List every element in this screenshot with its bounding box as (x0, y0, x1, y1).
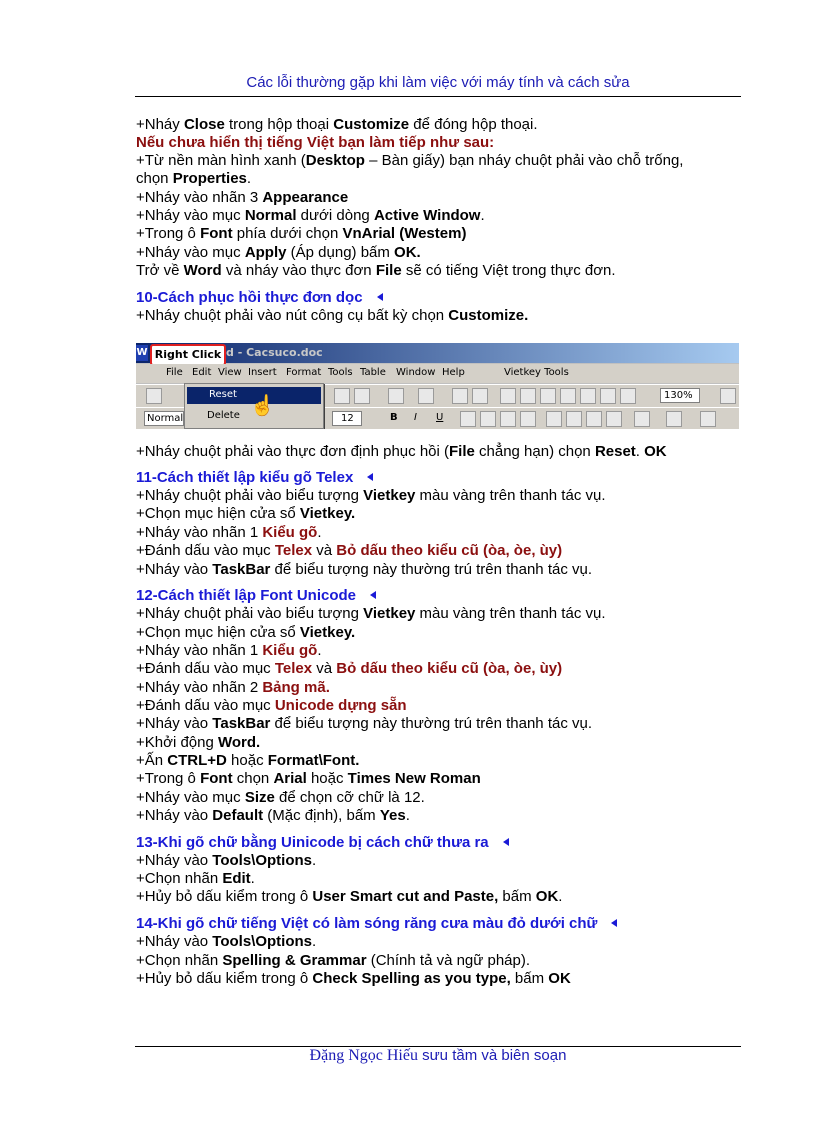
s11-line-5: +Nháy vào TaskBar để biểu tượng này thường trú trên thanh tác vụ. (136, 561, 593, 578)
intro-line-4: chọn Properties. (136, 170, 252, 187)
highlight-icon[interactable] (666, 411, 682, 427)
hyperlink-icon[interactable] (452, 388, 468, 404)
web-icon[interactable] (472, 388, 488, 404)
s12-line-5: +Nháy vào nhãn 2 Bảng mã. (136, 679, 330, 696)
s13-line-2: +Chọn nhãn Edit. (136, 870, 255, 887)
menu-view[interactable]: View (218, 367, 242, 378)
menu-bar[interactable] (136, 364, 739, 383)
undo-icon[interactable] (388, 388, 404, 404)
menu-help[interactable]: Help (442, 367, 465, 378)
section-12-heading: 12-Cách thiết lập Font Unicode (136, 587, 376, 605)
s11-line-4: +Đánh dấu vào mục Telex và Bỏ dấu theo kiểu cũ (òa, òe, ùy) (136, 542, 563, 559)
excel-icon[interactable] (540, 388, 556, 404)
zoom-box[interactable]: 130% (660, 388, 700, 403)
intro-line-9: Trở về Word và nháy vào thực đơn File sẽ có tiếng Việt trong thực đơn. (136, 262, 616, 279)
border-icon[interactable] (634, 411, 650, 427)
menu-file[interactable]: File (166, 367, 183, 378)
s12-line-7: +Nháy vào TaskBar để biểu tượng này thường trú trên thanh tác vụ. (136, 715, 593, 732)
s11-line-1: +Nháy chuột phải vào biểu tượng Vietkey màu vàng trên thanh tác vụ. (136, 487, 606, 504)
document-map-icon[interactable] (600, 388, 616, 404)
s14-line-1: +Nháy vào Tools\Options. (136, 933, 317, 950)
columns-icon[interactable] (560, 388, 576, 404)
s14-line-2: +Chọn nhãn Spelling & Grammar (Chính tả và ngữ pháp). (136, 952, 531, 969)
s13-line-1: +Nháy vào Tools\Options. (136, 852, 317, 869)
s12-line-4: +Đánh dấu vào mục Telex và Bỏ dấu theo kiểu cũ (òa, òe, ùy) (136, 660, 563, 677)
italic-button[interactable]: I (414, 412, 417, 423)
s12-line-10: +Trong ô Font chọn Arial hoặc Times New Roman (136, 770, 481, 787)
s12-line-2: +Chọn mục hiện cửa sổ Vietkey. (136, 624, 356, 641)
new-doc-icon[interactable] (146, 388, 162, 404)
align-right-icon[interactable] (500, 411, 516, 427)
header-rule (135, 96, 741, 97)
decrease-indent-icon[interactable] (586, 411, 602, 427)
menu-insert[interactable]: Insert (248, 367, 277, 378)
s12-line-3: +Nháy vào nhãn 1 Kiểu gõ. (136, 642, 322, 659)
s12-line-6: +Đánh dấu vào mục Unicode dựng sẵn (136, 697, 407, 714)
align-left-icon[interactable] (460, 411, 476, 427)
page-footer: Đặng Ngọc Hiếu sưu tầm và biên soạn (309, 1047, 567, 1064)
ctx-reset-item[interactable]: Reset (187, 387, 321, 404)
word-icon: W (136, 345, 148, 361)
redo-icon[interactable] (418, 388, 434, 404)
paste-icon[interactable] (334, 388, 350, 404)
menu-window[interactable]: Window (396, 367, 436, 378)
numbering-icon[interactable] (546, 411, 562, 427)
underline-button[interactable]: U (436, 412, 444, 423)
s10-line-1: +Nháy chuột phải vào nút công cụ bất kỳ chọn Customize. (136, 307, 529, 324)
menu-format[interactable]: Format (286, 367, 322, 378)
triangle-left-icon (503, 838, 509, 846)
s12-line-11: +Nháy vào mục Size để chọn cỡ chữ là 12. (136, 789, 425, 806)
menu-edit[interactable]: Edit (192, 367, 212, 378)
section-13-heading: 13-Khi gõ chữ bằng Uinicode bị cách chữ thưa ra (136, 834, 509, 852)
window-title: d - Cacsuco.doc (226, 346, 323, 359)
intro-line-2: Nếu chưa hiển thị tiếng Việt bạn làm tiếp như sau: (136, 134, 495, 151)
triangle-left-icon (370, 591, 376, 599)
align-center-icon[interactable] (480, 411, 496, 427)
ctx-delete-item[interactable]: Delete (207, 410, 240, 421)
intro-line-5: +Nháy vào nhãn 3 Appearance (136, 189, 349, 206)
increase-indent-icon[interactable] (606, 411, 622, 427)
triangle-left-icon (377, 293, 383, 301)
word-toolbar-screenshot (136, 343, 739, 429)
section-10-heading: 10-Cách phục hồi thực đơn dọc (136, 289, 383, 307)
section-14-heading: 14-Khi gõ chữ tiếng Việt có làm sóng răng cưa màu đỏ dưới chữ (136, 915, 617, 933)
window-titlebar (136, 343, 739, 363)
bold-button[interactable]: B (390, 412, 398, 423)
format-painter-icon[interactable] (354, 388, 370, 404)
menu-table[interactable]: Table (360, 367, 386, 378)
intro-line-7: +Trong ô Font phía dưới chọn VnArial (Westem) (136, 225, 467, 242)
s10-line-2: +Nháy chuột phải vào thực đơn định phục hồi (File chẳng hạn) chọn Reset. OK (136, 443, 667, 460)
style-box[interactable]: Normal (144, 411, 184, 426)
show-hide-icon[interactable] (620, 388, 636, 404)
s12-line-9: +Ấn CTRL+D hoặc Format\Font. (136, 752, 360, 769)
insert-table-icon[interactable] (520, 388, 536, 404)
tables-icon[interactable] (500, 388, 516, 404)
hand-cursor-icon: ☝ (250, 395, 275, 417)
s11-line-2: +Chọn mục hiện cửa sổ Vietkey. (136, 505, 356, 522)
intro-line-3: +Từ nền màn hình xanh (Desktop – Bàn giấy) bạn nháy chuột phải vào chỗ trống, (136, 152, 684, 169)
bullets-icon[interactable] (566, 411, 582, 427)
menu-vietkey-tools[interactable]: Vietkey Tools (504, 367, 569, 378)
page-header: Các lỗi thường gặp khi làm việc với máy tính và cách sửa (246, 74, 630, 91)
drawing-icon[interactable] (580, 388, 596, 404)
justify-icon[interactable] (520, 411, 536, 427)
font-color-icon[interactable] (700, 411, 716, 427)
s12-line-12: +Nháy vào Default (Mặc định), bấm Yes. (136, 807, 410, 824)
triangle-left-icon (367, 473, 373, 481)
intro-line-8: +Nháy vào mục Apply (Áp dụng) bấm OK. (136, 244, 421, 261)
intro-line-6: +Nháy vào mục Normal dưới dòng Active Window. (136, 207, 485, 224)
s12-line-8: +Khởi động Word. (136, 734, 261, 751)
right-click-callout: Right Click (150, 344, 226, 366)
menu-tools[interactable]: Tools (328, 367, 353, 378)
triangle-left-icon (611, 919, 617, 927)
help-icon[interactable] (720, 388, 736, 404)
s14-line-3: +Hủy bỏ dấu kiểm trong ô Check Spelling as you type, bấm OK (136, 970, 571, 987)
section-11-heading: 11-Cách thiết lập kiểu gõ Telex (136, 469, 373, 487)
s11-line-3: +Nháy vào nhãn 1 Kiểu gõ. (136, 524, 322, 541)
font-size-box[interactable]: 12 (332, 411, 362, 426)
s13-line-3: +Hủy bỏ dấu kiểm trong ô User Smart cut and Paste, bấm OK. (136, 888, 563, 905)
s12-line-1: +Nháy chuột phải vào biểu tượng Vietkey màu vàng trên thanh tác vụ. (136, 605, 606, 622)
intro-line-1: +Nháy Close trong hộp thoại Customize để đóng hộp thoại. (136, 116, 538, 133)
